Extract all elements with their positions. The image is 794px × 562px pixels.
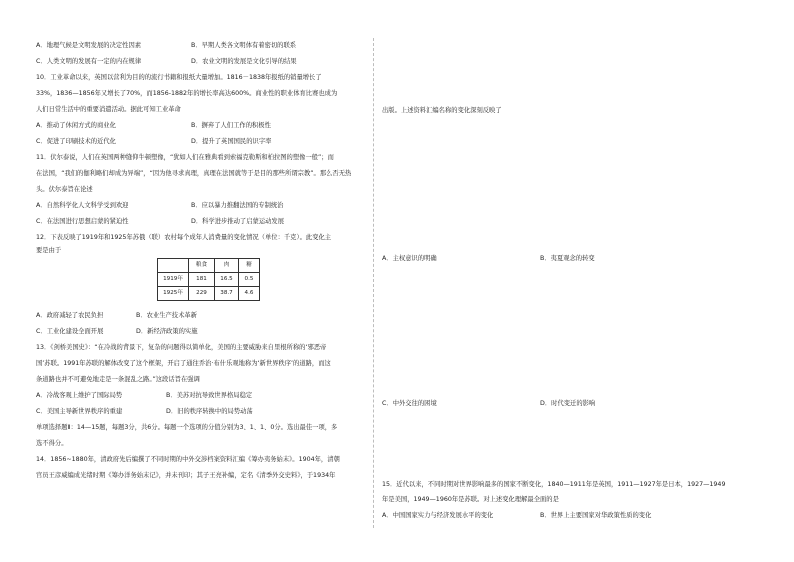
q11-option-a: A．自然科学化人文科学受到欢迎	[36, 202, 129, 209]
section-instructions-line-1: 单项选择题Ⅱ：14—15题，每题3分，共6分。每题一个选项的分值分别为3、1、1、0分。选出最佳一项，多	[36, 424, 338, 431]
q12-option-c: C．工业化建设全面开展	[36, 328, 104, 335]
table-header-cell	[158, 259, 189, 273]
q14-line-1: 14．1856~1880年，清政府先后编撰了不同时期的中外交涉档案资料汇编《筹办夷务始末》。1904年，清朝	[36, 456, 340, 463]
q11-option-d: D．科学进步推动了启蒙运动发展	[191, 218, 285, 225]
q13-option-c: C．美国主导新世界秩序的重建	[36, 408, 123, 415]
q10-line-2: 33%，1836—1856年又增长了70%，而1856-1882年的增长率高达600%。商业性的职业体育比赛也成为	[36, 90, 338, 97]
q13-option-d: D．旧的秩序转换中的局势动荡	[166, 408, 253, 415]
q13-line-3: 条道路也并不可避免地走是一条混乱之路。”这段话旨在强调	[36, 376, 200, 383]
q14-option-b: B．夷夏观念的转变	[540, 255, 595, 262]
q10-option-c: C．促进了印刷技术的近代化	[36, 138, 116, 145]
q11-line-1: 11．伏尔泰说，人们在英国两种缝仰牛顿塑像，“犹如人们在雅典看到索福克勒斯和柏拉图的塑像一般”；而	[36, 154, 334, 161]
q13-option-a: A．冷战客观上维护了国际局势	[36, 392, 123, 399]
table-cell: 1919年	[158, 273, 189, 287]
q9-option-a: A．地理气候是文明发展的决定性因素	[36, 42, 142, 49]
table-row	[158, 273, 260, 287]
q15-option-a: A．中国国家实力与经济发展水平的变化	[382, 512, 494, 519]
q11-option-b: B．应以暴力推翻法国的专制统治	[191, 202, 284, 209]
q10-line-3: 人们日常生活中的重要消遣活动。据此可知工业革命	[36, 106, 181, 113]
q12-option-a: A．政府减轻了农民负担	[36, 312, 104, 319]
q12-option-d: D．新经济政策的实施	[136, 328, 198, 335]
q14-option-c: C．中外交往的困境	[382, 400, 437, 407]
q11-option-c: C．在法国进行思想启蒙的紧迫性	[36, 218, 129, 225]
section-instructions-line-2: 选不得分。	[36, 440, 68, 447]
q10-option-d: D．提升了英国国民的识字率	[191, 138, 272, 145]
q12-line-2: 要是由于	[36, 247, 62, 254]
q14-option-d: D．时代变迁的影响	[540, 400, 596, 407]
table-row	[158, 287, 260, 301]
q10-option-b: B．摒弃了人们工作的积极性	[191, 122, 271, 129]
q11-line-2: 在法国，“我们的伽利略们却成为异端”，“因为他寻求真理，真理在法国就等于是目的那些所谓宗教”。那么否无热	[36, 170, 352, 177]
q10-option-a: A．推动了休闲方式的商业化	[36, 122, 116, 129]
q14-line-2: 官员王彦威编成光绪时期《筹办洋务始末记》，并未刊印；其子王亮补编，定名《清季外交史料》，于1934年	[36, 472, 336, 479]
q15-line-1: 15．近代以来，不同时期对世界影响最多的国家不断变化，1840—1911年是英国，1911—1927年是日本，1927—1949	[382, 481, 726, 488]
q12-line-1: 12．下表反映了1919年和1925年苏俄（联）农村每个成年人消费量的变化情况（单位：千克）。此变化主	[36, 234, 332, 241]
q13-option-b: B．美苏对抗导致世界格局稳定	[166, 392, 253, 399]
q9-option-d: D．农业文明的发展是文化引导的结果	[191, 58, 297, 65]
q14-option-a: A．主权意识的明确	[382, 255, 437, 262]
table-cell: 229	[189, 287, 215, 301]
q10-line-1: 10．工业革命以来，英国以营利为目的的流行书籍和报纸大量增加。1816－1838年报纸的销量增长了	[36, 74, 322, 81]
q13-line-2: 国’苏联。1991年苏联的解体改变了这个框架，开启了通往乔治·布什乐观地称为‘新世界秩序’的道路，而这	[36, 360, 331, 367]
q15-option-b: B．世界上主要国家对华政策性质的变化	[540, 512, 652, 519]
q14-line-3: 出版。上述资料汇编名称的变化深刻反映了	[382, 107, 502, 114]
table-header-cell: 粮食	[189, 259, 215, 273]
q11-line-3: 头。伏尔泰旨在论述	[36, 186, 93, 193]
table-cell: 38.7	[215, 287, 239, 301]
column-divider	[373, 38, 374, 528]
table-cell: 4.6	[239, 287, 260, 301]
table-header-cell: 糖	[239, 259, 260, 273]
consumption-table	[157, 258, 260, 301]
q15-line-2: 年是美国，1949—1960年是苏联。对上述变化理解最全面的是	[382, 496, 559, 503]
table-header-row	[158, 259, 260, 273]
table-cell: 1925年	[158, 287, 189, 301]
table-cell: 16.5	[215, 273, 239, 287]
q13-line-1: 13．《剑桥美国史》：“在冷战的背景下，复杂的问题得以简单化，美国的主要威胁来自里根所称的‘邪恶帝	[36, 344, 327, 351]
q12-option-b: B．农业生产技术革新	[136, 312, 197, 319]
table-header-cell: 肉	[215, 259, 239, 273]
q9-option-c: C．人类文明的发展有一定的内在规律	[36, 58, 142, 65]
table-cell: 181	[189, 273, 215, 287]
table-cell: 0.5	[239, 273, 260, 287]
q9-option-b: B．早期人类各文明体有着密切的联系	[191, 42, 297, 49]
